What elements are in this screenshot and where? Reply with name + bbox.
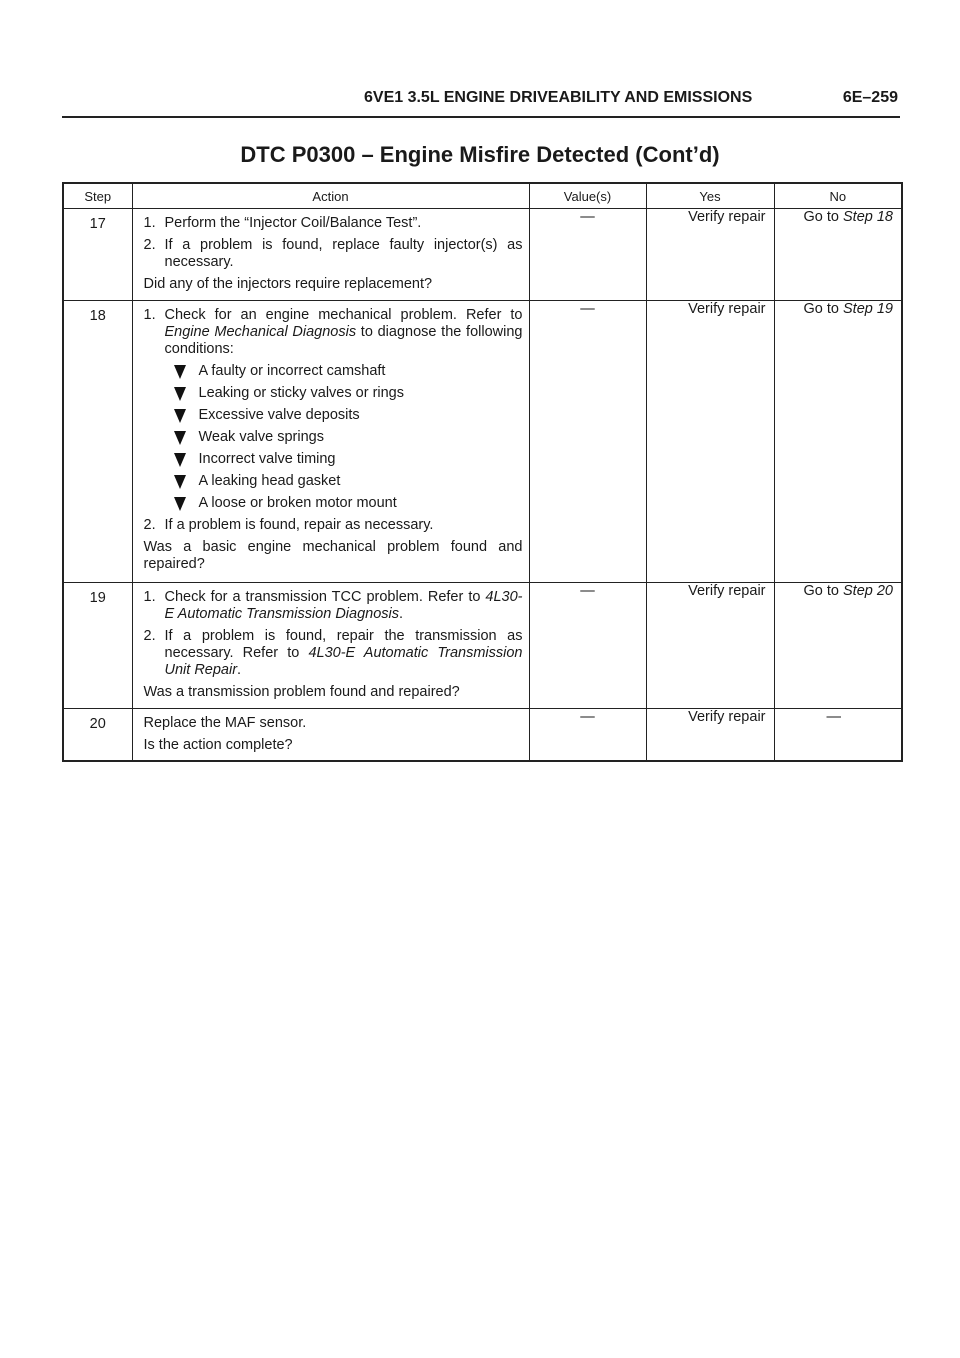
bullet-item: [174, 363, 523, 380]
column-header-step: Step: [63, 183, 132, 209]
no-prefix: Go to: [803, 301, 843, 317]
no-cell: —: [774, 709, 902, 761]
action-item: [144, 589, 523, 623]
bullet-text: A leaking head gasket: [198, 473, 341, 489]
document-title: DTC P0300 – Engine Misfire Detected (Cont’d): [240, 142, 720, 167]
item-text-pre: Check for a transmission TCC problem. Refer to: [164, 589, 486, 605]
column-header-no: No: [774, 183, 902, 209]
reference-link[interactable]: Engine Mechanical Diagnosis: [164, 324, 357, 340]
bullet-text: A faulty or incorrect camshaft: [198, 363, 386, 379]
no-prefix: Go to: [803, 583, 843, 599]
question-text: Was a basic engine mechanical problem found and repaired?: [143, 539, 523, 572]
action-item: [144, 307, 523, 358]
step-number: 18: [63, 301, 132, 583]
action-item: [144, 215, 523, 232]
bullet-item: [174, 429, 523, 446]
item-text-pre: If a problem is found, repair the transmission as necessary. Refer to: [164, 628, 523, 661]
diagnostic-table: [62, 182, 903, 762]
item-number: 2.: [143, 517, 156, 533]
step-number: 17: [63, 209, 132, 301]
item-text: [165, 589, 523, 623]
item-text-post: to diagnose the following conditions:: [164, 324, 523, 357]
action-item: [144, 237, 523, 271]
values-cell: —: [529, 301, 646, 583]
bullet-text: Weak valve springs: [198, 429, 324, 445]
step-link[interactable]: Step 20: [843, 583, 893, 599]
item-text-post: .: [399, 606, 404, 622]
item-number: 2.: [143, 237, 156, 253]
question-text: Did any of the injectors require replacement?: [143, 276, 433, 292]
step-number: 20: [63, 709, 132, 761]
item-text: Perform the “Injector Coil/Balance Test”.: [164, 215, 422, 231]
step-link[interactable]: Step 19: [843, 301, 893, 317]
step-link[interactable]: Step 18: [843, 209, 893, 225]
bullet-text: Leaking or sticky valves or rings: [198, 385, 404, 401]
yes-cell: Verify repair: [646, 709, 774, 761]
item-number: 2.: [143, 628, 156, 644]
action-item: [144, 628, 523, 679]
bullet-text: Incorrect valve timing: [198, 451, 336, 467]
yes-cell: Verify repair: [646, 583, 774, 709]
reference-link[interactable]: 4L30-E Automatic Transmission Diagnosis: [164, 589, 523, 622]
bullet-text: A loose or broken motor mount: [198, 495, 397, 511]
bullet-item: [174, 495, 523, 512]
triangle-bullet-icon: [174, 431, 186, 445]
no-prefix: Go to: [803, 209, 843, 225]
no-cell: [774, 583, 902, 709]
action-cell: [132, 301, 529, 583]
item-text: If a problem is found, replace faulty injector(s) as necessary.: [164, 237, 523, 270]
triangle-bullet-icon: [174, 475, 186, 489]
step-number: 19: [63, 583, 132, 709]
triangle-bullet-icon: [174, 453, 186, 467]
bullet-item: [174, 451, 523, 468]
values-cell: —: [529, 709, 646, 761]
column-header-values: Value(s): [529, 183, 646, 209]
column-header-action: Action: [132, 183, 529, 209]
action-cell: [132, 583, 529, 709]
question-text: Was a transmission problem found and repaired?: [143, 684, 460, 700]
bullet-item: [174, 473, 523, 490]
action-cell: [132, 209, 529, 301]
item-text: If a problem is found, repair as necessary.: [164, 517, 434, 533]
no-cell: [774, 301, 902, 583]
triangle-bullet-icon: [174, 365, 186, 379]
item-text-post: .: [237, 662, 242, 678]
action-cell: [132, 709, 529, 761]
yes-cell: Verify repair: [646, 301, 774, 583]
bullet-item: [174, 407, 523, 424]
column-header-yes: Yes: [646, 183, 774, 209]
yes-cell: Verify repair: [646, 209, 774, 301]
values-cell: —: [529, 209, 646, 301]
page-number: 6E–259: [842, 89, 898, 106]
item-text: [165, 628, 523, 679]
triangle-bullet-icon: [174, 387, 186, 401]
item-number: 1.: [143, 589, 156, 605]
section-title: 6VE1 3.5L ENGINE DRIVEABILITY AND EMISSIONS: [364, 89, 753, 106]
table-header-row: [63, 183, 902, 209]
running-header: [62, 88, 900, 118]
table-row-step-17: [63, 209, 902, 301]
table-row-step-20: [63, 709, 902, 761]
action-text: Replace the MAF sensor.: [143, 715, 307, 731]
triangle-bullet-icon: [174, 409, 186, 423]
table-row-step-19: [63, 583, 902, 709]
item-text: [165, 307, 523, 358]
reference-link[interactable]: 4L30-E Automatic Transmission Unit Repair: [164, 645, 523, 678]
action-item: [144, 517, 523, 534]
question-text: Is the action complete?: [143, 737, 293, 753]
item-number: 1.: [143, 307, 156, 323]
triangle-bullet-icon: [174, 497, 186, 511]
table-row-step-18: [63, 301, 902, 583]
item-text-pre: Check for an engine mechanical problem. Refer to: [164, 307, 523, 323]
bullet-text: Excessive valve deposits: [198, 407, 360, 423]
no-cell: [774, 209, 902, 301]
item-number: 1.: [143, 215, 156, 231]
bullet-item: [174, 385, 523, 402]
values-cell: —: [529, 583, 646, 709]
